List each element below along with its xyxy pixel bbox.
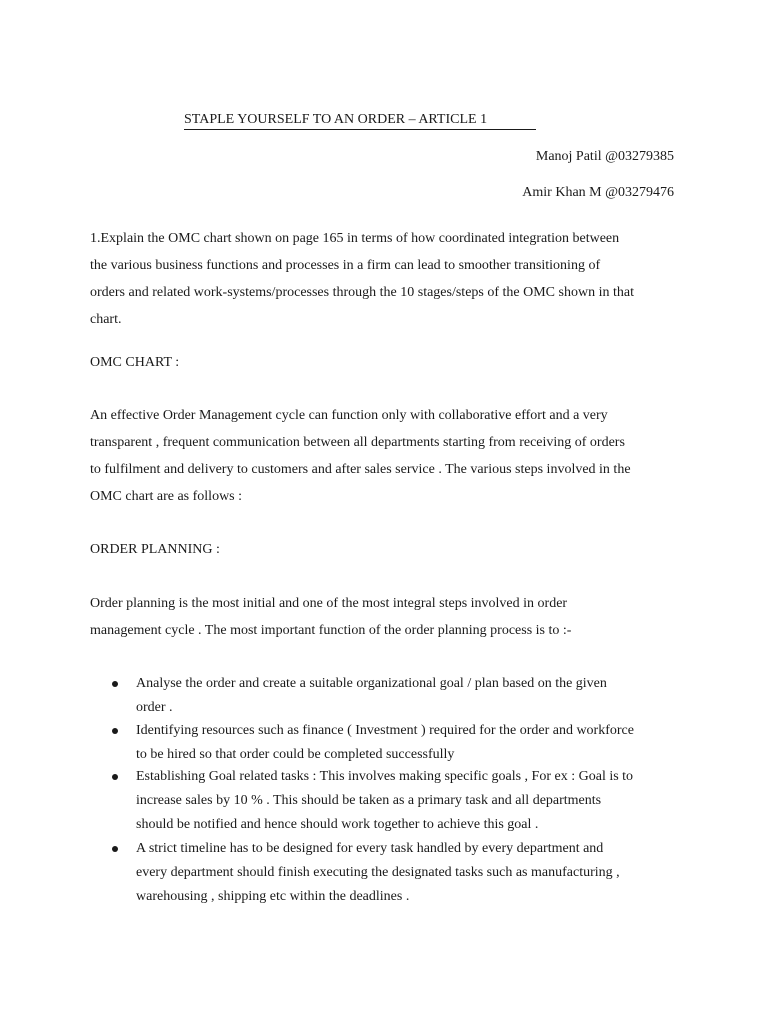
section-heading-order-planning: ORDER PLANNING : — [90, 542, 220, 557]
text-line: Identifying resources such as finance ( Investment ) required for the order and workforce — [136, 723, 634, 738]
text-line: the various business functions and processes in a firm can lead to smoother transitioning of — [90, 258, 601, 273]
text-line: should be notified and hence should work together to achieve this goal . — [136, 817, 539, 832]
text-line: every department should finish executing the designated tasks such as manufacturing , — [136, 865, 620, 880]
text-line: Order planning is the most initial and one of the most integral steps involved in order — [90, 596, 568, 611]
text-line: An effective Order Management cycle can function only with collaborative effort and a very — [90, 408, 608, 423]
text-line: chart. — [90, 312, 122, 327]
list-item — [108, 837, 688, 910]
document-title: STAPLE YOURSELF TO AN ORDER – ARTICLE 1 — [184, 111, 536, 130]
order-planning-paragraph — [90, 590, 690, 644]
text-line: 1.Explain the OMC chart shown on page 165 in terms of how coordinated integration between — [90, 231, 620, 246]
question-paragraph — [90, 225, 690, 333]
bullet-icon — [112, 846, 118, 852]
list-item — [108, 672, 688, 720]
text-line: order . — [136, 700, 173, 715]
text-line: Analyse the order and create a suitable organizational goal / plan based on the given — [136, 676, 607, 691]
text-line: orders and related work-systems/processes through the 10 stages/steps of the OMC shown in that — [90, 285, 634, 300]
list-item — [108, 765, 688, 838]
list-item — [108, 719, 688, 766]
text-line: Establishing Goal related tasks : This involves making specific goals , For ex : Goal is to — [136, 769, 634, 784]
text-line: warehousing , shipping etc within the deadlines . — [136, 889, 410, 904]
bullet-icon — [112, 681, 118, 687]
text-line: to fulfilment and delivery to customers and after sales service . The various steps involved in the — [90, 462, 631, 477]
author-line: Amir Khan M @03279476 — [522, 185, 674, 200]
text-line: increase sales by 10 % . This should be taken as a primary task and all departments — [136, 793, 602, 808]
text-line: transparent , frequent communication between all departments starting from receiving of orders — [90, 435, 625, 450]
bullet-icon — [112, 774, 118, 780]
section-heading-omc-chart: OMC CHART : — [90, 355, 180, 370]
bullet-icon — [112, 728, 118, 734]
text-line: to be hired so that order could be completed successfully — [136, 747, 455, 762]
omc-paragraph — [90, 402, 690, 510]
text-line: management cycle . The most important function of the order planning process is to :- — [90, 623, 572, 638]
text-line: A strict timeline has to be designed for every task handled by every department and — [136, 841, 604, 856]
author-line: Manoj Patil @03279385 — [535, 149, 674, 164]
text-line: OMC chart are as follows : — [90, 489, 243, 504]
order-planning-bullet-list — [108, 672, 688, 910]
